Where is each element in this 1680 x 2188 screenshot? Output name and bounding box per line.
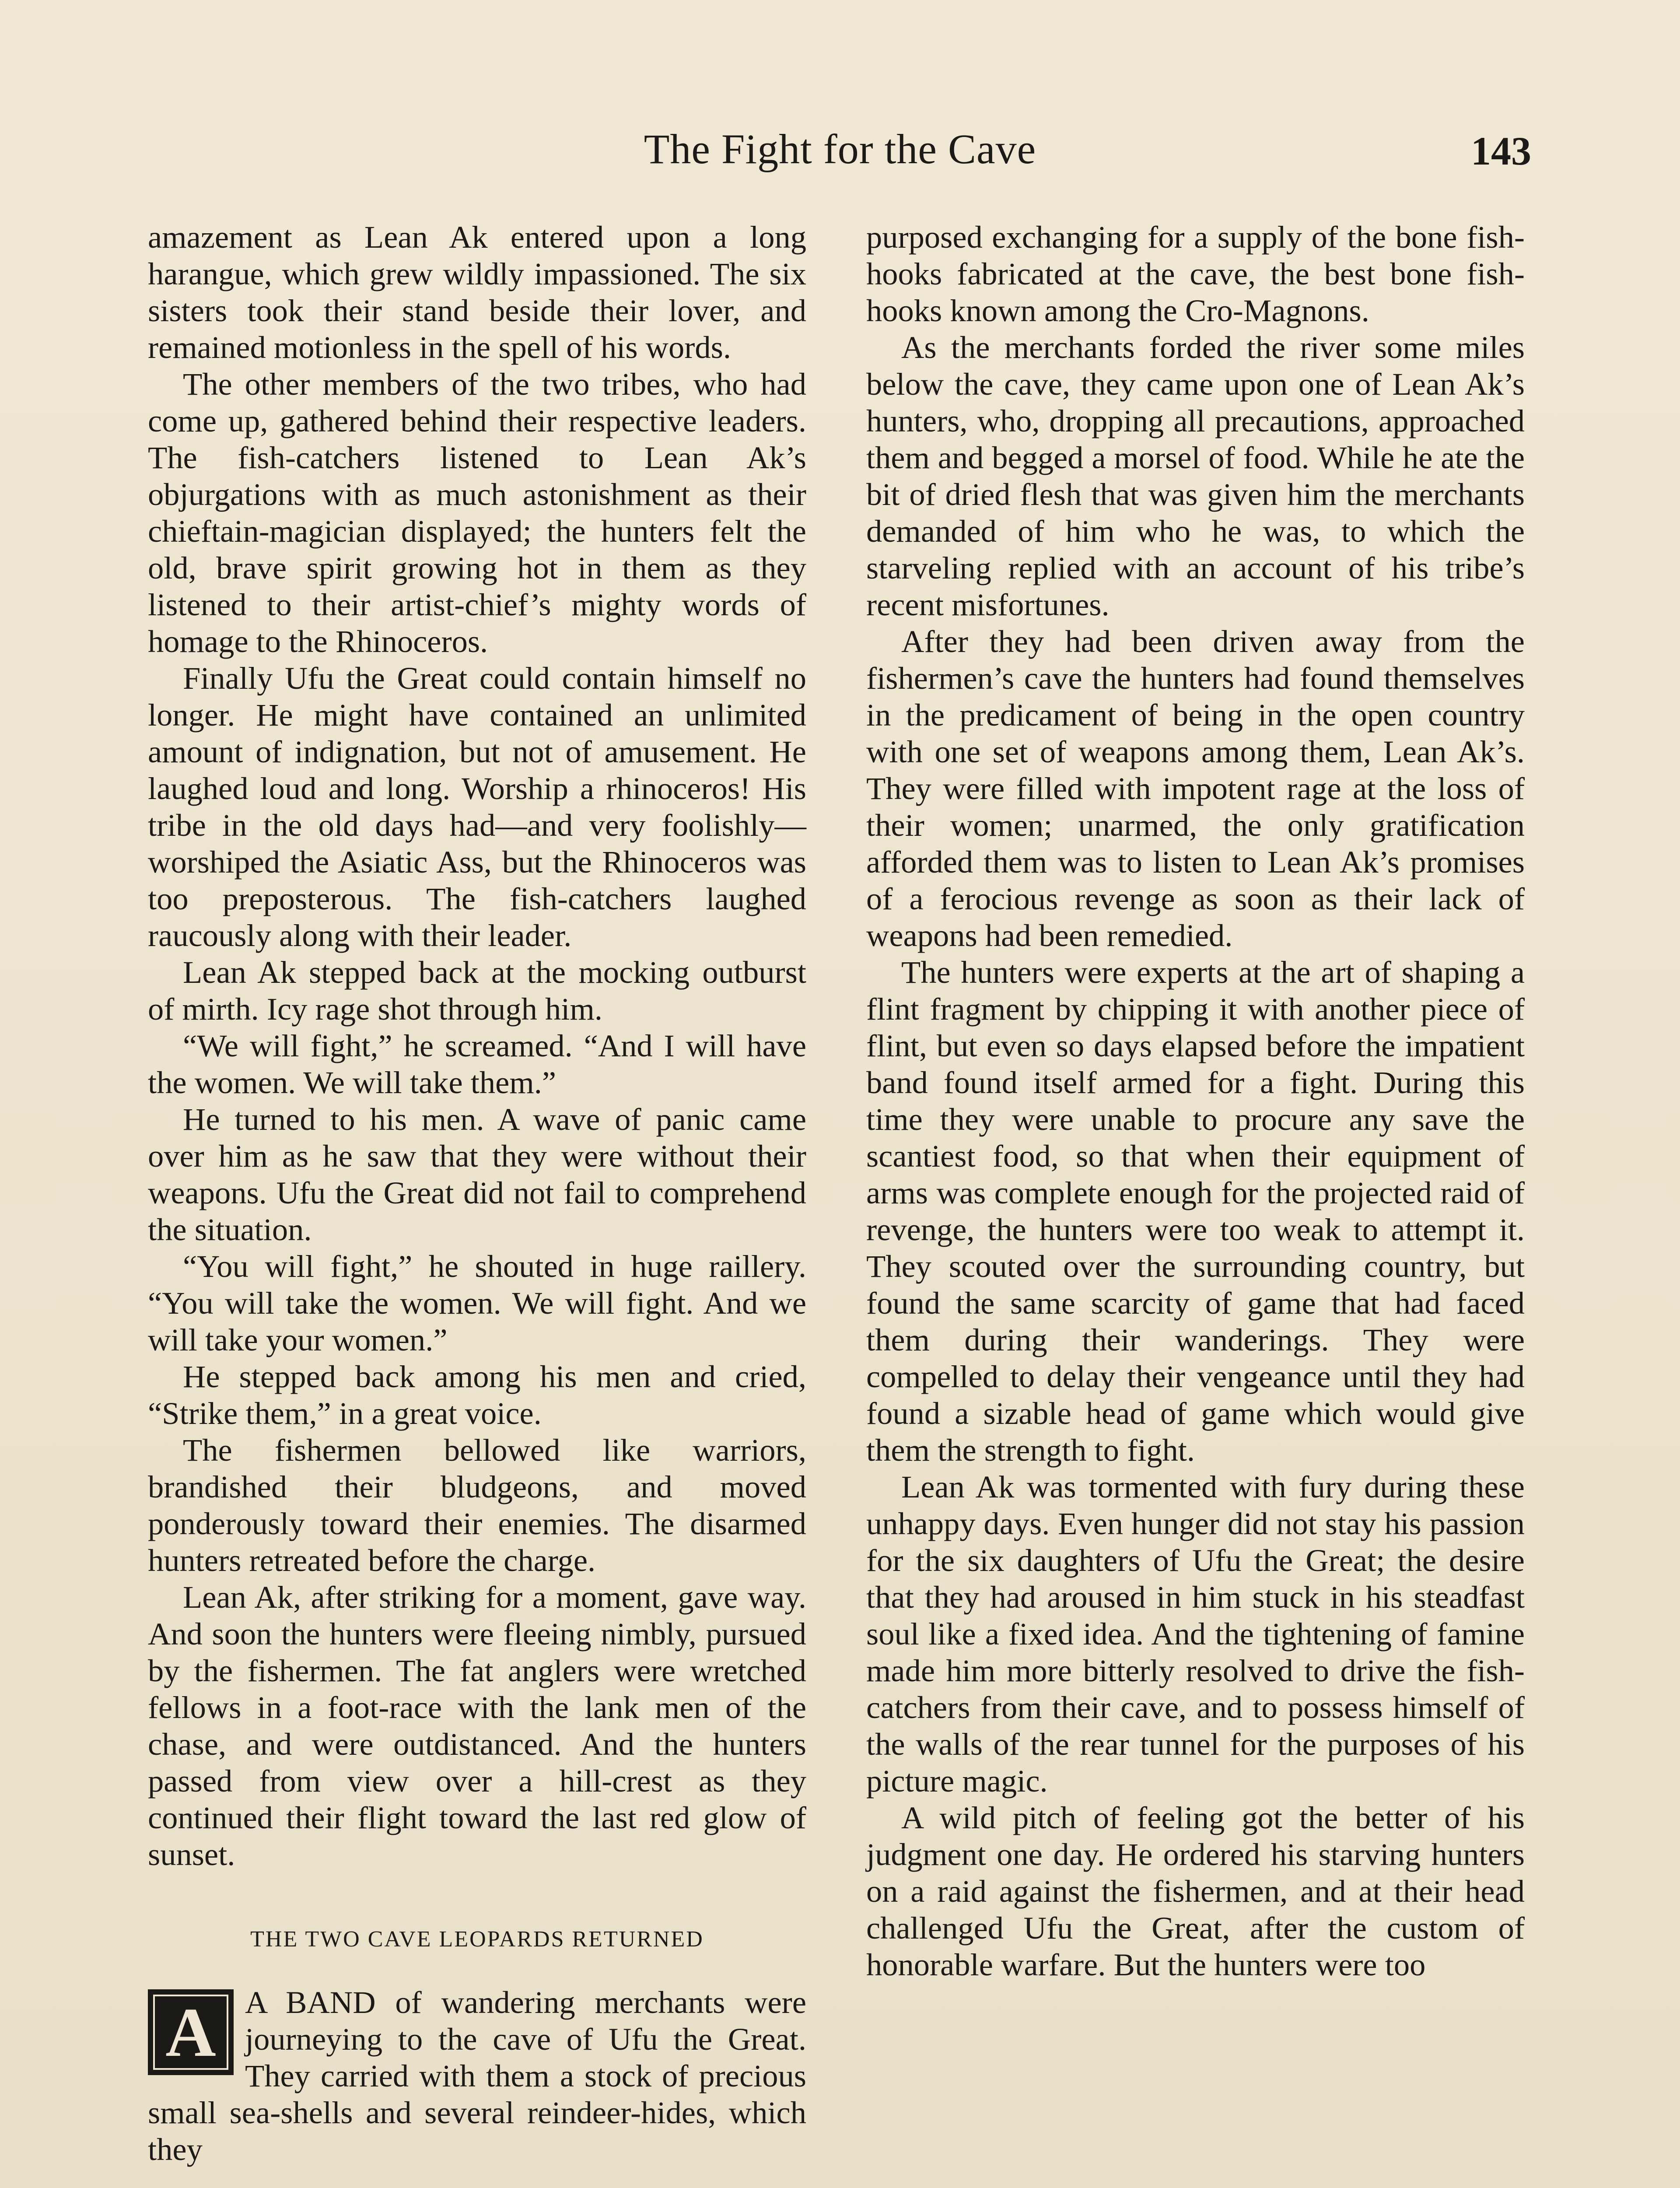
paragraph: As the merchants forded the river some miles below the cave, they came upon one of Lean Ak’s hunters, who, dropping all precautions, approached them and begged a morsel of food. While he ate the bit of dried flesh that was given him the merchants demanded of him who he was, to which the starveling replied with an account of his tribe’s recent misfortunes. (866, 330, 1525, 622)
paragraph: Finally Ufu the Great could contain himself no longer. He might have contained an unlimited amount of indignation, but not of amusement. He laughed loud and long. Worship a rhinoceros! His tribe in the old days had—and very foolishly—worshiped the Asiatic Ass, but the Rhinoceros was too preposterous. The fish-catchers laughed raucously along with their leader. (148, 660, 806, 953)
paragraph: “We will fight,” he screamed. “And I will have the women. We will take them.” (148, 1028, 806, 1100)
drop-cap-ornament (148, 1989, 234, 2075)
drop-cap-paragraph (148, 1984, 806, 2168)
section-subhead: THE TWO CAVE LEOPARDS RETURNED (250, 1927, 704, 1952)
paragraph: purposed exchanging for a supply of the bone fish-hooks fabricated at the cave, the best bone fish-hooks known among the Cro-Magnons. (866, 219, 1525, 328)
paragraph: “You will fight,” he shouted in huge raillery. “You will take the women. We will fight. And we will take your women.” (148, 1248, 806, 1357)
paragraph: After they had been driven away from the fishermen’s cave the hunters had found themselves in the predicament of being in the open country with one set of weapons among them, Lean Ak’s. They were filled with impotent rage at the loss of their women; unarmed, the only gratification afforded them was to listen to Lean Ak’s promises of a ferocious revenge as soon as their lack of weapons had been remedied. (866, 624, 1525, 953)
paragraph: amazement as Lean Ak entered upon a long harangue, which grew wildly impassioned. The six sisters took their stand beside their lover, and remained motionless in the spell of his words. (148, 219, 806, 365)
paragraph: He turned to his men. A wave of panic came over him as he saw that they were without their weapons. Ufu the Great did not fail to comprehend the situation. (148, 1101, 806, 1247)
paragraph: Lean Ak, after striking for a moment, gave way. And soon the hunters were fleeing nimbly, pursued by the fishermen. The fat anglers were wretched fellows in a foot-race with the lank men of the chase, and were outdistanced. And the hunters passed from view over a hill-crest as they continued their flight toward the last red glow of sunset. (148, 1579, 806, 1872)
paragraph: Lean Ak was tormented with fury during these unhappy days. Even hunger did not stay his passion for the six daughters of Ufu the Great; the desire that they had aroused in him stuck in his steadfast soul like a fixed idea. And the tightening of famine made him more bitterly resolved to drive the fish-catchers from their cave, and to possess himself of the walls of the rear tunnel for the purposes of his picture magic. (866, 1469, 1525, 1799)
paragraph: The other members of the two tribes, who had come up, gathered behind their respective leaders. The fish-catchers listened to Lean Ak’s objurgations with as much astonishment as their chieftain-magician displayed; the hunters felt the old, brave spirit growing hot in them as they listened to their artist-chief’s mighty words of homage to the Rhinoceros. (148, 366, 806, 659)
drop-cap-paragraph-text: A BAND of wandering merchants were journeying to the cave of Ufu the Great. They carried with them a stock of precious small sea-shells and several reindeer-hides, which they (148, 1985, 806, 2167)
right-column (866, 219, 1525, 1983)
paragraph: The fishermen bellowed like warriors, brandished their bludgeons, and moved ponderously toward their enemies. The disarmed hunters retreated before the charge. (148, 1432, 806, 1578)
paragraph: He stepped back among his men and cried, “Strike them,” in a great voice. (148, 1359, 806, 1431)
page-number: 143 (1471, 129, 1531, 173)
running-title: The Fight for the Cave (644, 126, 1036, 172)
drop-cap-letter: A (165, 1993, 216, 2071)
paragraph: The hunters were experts at the art of shaping a flint fragment by chipping it with another piece of flint, but even so days elapsed before the impatient band found itself armed for a fight. During this time they were unable to procure any save the scantiest food, so that when their equipment of arms was complete enough for the projected raid of revenge, the hunters were too weak to attempt it. They scouted over the surrounding country, but found the same scarcity of game that had faced them during their wanderings. They were compelled to delay their vengeance until they had found a sizable head of game which would give them the strength to fight. (866, 954, 1525, 1468)
paragraph: Lean Ak stepped back at the mocking outburst of mirth. Icy rage shot through him. (148, 954, 806, 1027)
paragraph: A wild pitch of feeling got the better of his judgment one day. He ordered his starving hunters on a raid against the fishermen, and at their head challenged Ufu the Great, after the custom of honorable warfare. But the hunters were too (866, 1800, 1525, 1982)
left-column (148, 219, 806, 2168)
